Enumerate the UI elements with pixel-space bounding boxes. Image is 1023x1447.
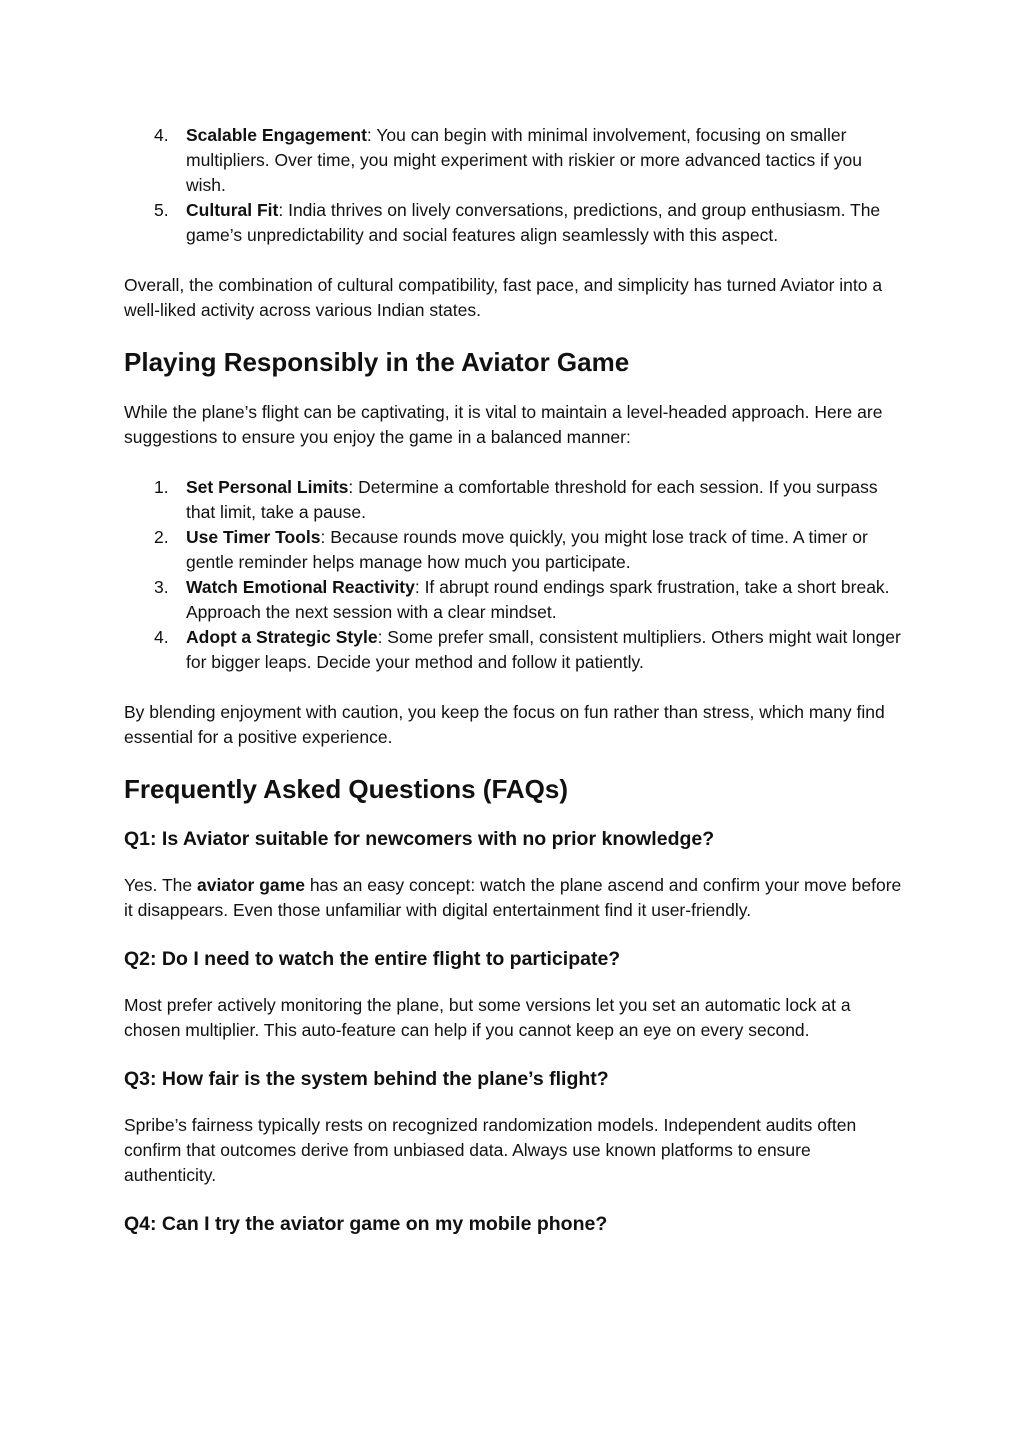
list-item-text: : Some prefer small, consistent multipliers. Others might wait longer for bigger leaps. Decide your method and follow it patiently. (186, 627, 901, 672)
list-item-term: Cultural Fit (186, 200, 279, 220)
faq-answer-1-text: Yes. The (124, 875, 197, 895)
list-item-term: Watch Emotional Reactivity (186, 577, 415, 597)
faq-question-4: Q4: Can I try the aviator game on my mobile phone? (124, 1213, 608, 1235)
responsible-intro: While the plane’s flight can be captivating, it is vital to maintain a level-headed approach. Here are suggestions to ensure you enjoy the game in a balanced manner: (124, 402, 883, 447)
faq-question-3: Q3: How fair is the system behind the plane’s flight? (124, 1068, 609, 1090)
list-number: 4. (154, 125, 169, 145)
numbered-list-responsible (124, 475, 904, 675)
faq-answer-1-text-after: has an easy concept: watch the plane ascend and confirm your move before it disappears. Even those unfamiliar with digital entertainment find it user-friendly. (124, 875, 902, 920)
list-number: 4. (154, 627, 169, 647)
list-item (124, 123, 904, 198)
faq-question-1: Q1: Is Aviator suitable for newcomers with no prior knowledge? (124, 828, 715, 850)
list-item-text: : If abrupt round endings spark frustration, take a short break. Approach the next session with a clear mindset. (186, 577, 890, 622)
responsible-closing: By blending enjoyment with caution, you keep the focus on fun rather than stress, which many find essential for a positive experience. (124, 702, 885, 747)
list-item (124, 525, 904, 575)
list-item (124, 475, 904, 525)
list-item-term: Adopt a Strategic Style (186, 627, 378, 647)
numbered-list-top (124, 123, 904, 248)
faq-answer-1-bold: aviator game (196, 875, 305, 895)
faq-question-2: Q2: Do I need to watch the entire flight to participate? (124, 948, 621, 970)
list-item-text: : Because rounds move quickly, you might lose track of time. A timer or gentle reminder helps manage how much you participate. (186, 527, 868, 572)
list-item-term: Use Timer Tools (186, 527, 321, 547)
list-item (124, 575, 904, 625)
list-item-text: : India thrives on lively conversations, predictions, and group enthusiasm. The game’s unpredictability and social features align seamlessly with this aspect. (186, 200, 881, 245)
list-number: 1. (154, 477, 169, 497)
list-item-text: : You can begin with minimal involvement, focusing on smaller multipliers. Over time, you might experiment with riskier or more advanced tactics if you wish. (186, 125, 862, 195)
section-heading-faq: Frequently Asked Questions (FAQs) (124, 774, 569, 804)
list-item-term: Scalable Engagement (186, 125, 367, 145)
list-item (124, 625, 904, 675)
list-item-text: : Determine a comfortable threshold for each session. If you surpass that limit, take a pause. (186, 477, 878, 522)
list-item (124, 198, 904, 248)
document-page (124, 123, 904, 1237)
faq-answer-3: Spribe’s fairness typically rests on recognized randomization models. Independent audits often confirm that outcomes derive from unbiased data. Always use known platforms to ensure authenticity. (124, 1115, 857, 1185)
faq-answer-2: Most prefer actively monitoring the plane, but some versions let you set an automatic lock at a chosen multiplier. This auto-feature can help if you cannot keep an eye on every second. (124, 995, 851, 1040)
list-number: 3. (154, 577, 169, 597)
list-number: 2. (154, 527, 169, 547)
overall-paragraph: Overall, the combination of cultural compatibility, fast pace, and simplicity has turned Aviator into a well-liked activity across various Indian states. (124, 275, 883, 320)
list-item-term: Set Personal Limits (186, 477, 349, 497)
section-heading-responsible: Playing Responsibly in the Aviator Game (124, 347, 630, 377)
list-number: 5. (154, 200, 169, 220)
faq-answer-1 (124, 873, 904, 923)
